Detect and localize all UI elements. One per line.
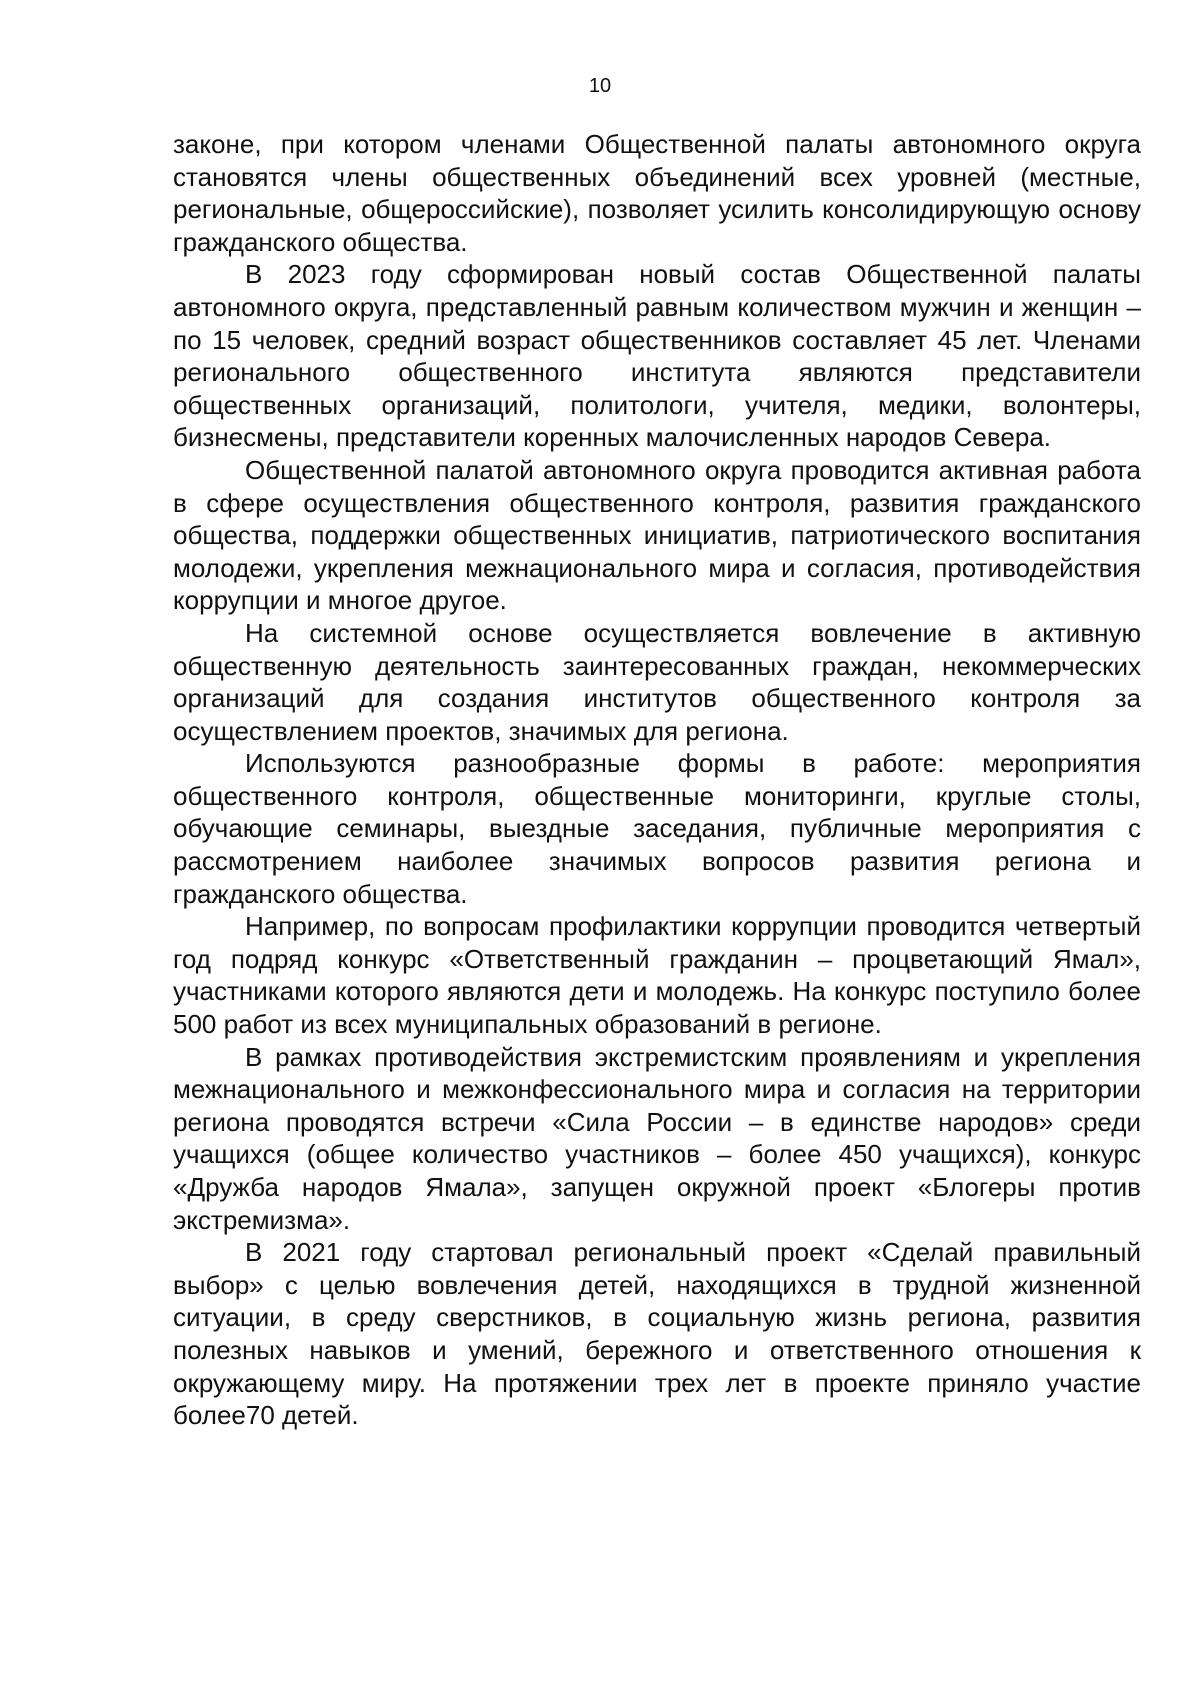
paragraph-anticorruption-contest: Например, по вопросам профилактики коррупции проводится четвертый год подряд конкурс «Ответственный гражданин – процветающий Ямал», участниками которого являются дети и молодежь. На конкурс поступило более 500 работ из всех муниципальных образований в регионе.: [173, 911, 1141, 1040]
paragraph-new-chamber-composition: В 2023 году сформирован новый состав Общественной палаты автономного округа, представленный равным количеством мужчин и женщин – по 15 человек, средний возраст общественников составляет 45 лет. Членами регионального общественного института являются представители общественных организаций, политологи, учителя, медики, волонтеры, бизнесмены, представители коренных малочисленных народов Севера.: [173, 259, 1141, 453]
document-body: [173, 128, 1141, 1432]
paragraph-chamber-activities: Общественной палатой автономного округа проводится активная работа в сфере осуществления общественного контроля, развития гражданского общества, поддержки общественных инициатив, патриотического воспитания молодежи, укрепления межнационального мира и согласия, противодействия коррупции и многое другое.: [173, 454, 1141, 616]
paragraph-civic-involvement: На системной основе осуществляется вовлечение в активную общественную деятельность заинтересованных граждан, некоммерческих организаций для создания институтов общественного контроля за осуществлением проектов, значимых для региона.: [173, 617, 1141, 746]
page-number: 10: [588, 75, 612, 97]
paragraph-right-choice-project: В 2021 году стартовал региональный проект «Сделай правильный выбор» с целью вовлечения детей, находящихся в трудной жизненной ситуации, в среду сверстников, в социальную жизнь региона, развития полезных навыков и умений, бережного и ответственного отношения к окружающему миру. На протяжении трех лет в проекте приняло участие более70 детей.: [173, 1237, 1141, 1431]
paragraph-work-forms: Используются разнообразные формы в работе: мероприятия общественного контроля, общественные мониторинги, круглые столы, обучающие семинары, выездные заседания, публичные мероприятия с рассмотрением наиболее значимых вопросов развития региона и гражданского общества.: [173, 748, 1141, 909]
paragraph-anti-extremism: В рамках противодействия экстремистским проявлениям и укрепления межнационального и межконфессионального мира и согласия на территории региона проводятся встречи «Сила России – в единстве народов» среди учащихся (общее количество участников – более 450 учащихся), конкурс «Дружба народов Ямала», запущен окружной проект «Блогеры против экстремизма».: [173, 1041, 1141, 1235]
paragraph-continuation: законе, при котором членами Общественной палаты автономного округа становятся члены общественных объединений всех уровней (местные, региональные, общероссийские), позволяет усилить консолидирующую основу гражданского общества.: [173, 129, 1141, 257]
